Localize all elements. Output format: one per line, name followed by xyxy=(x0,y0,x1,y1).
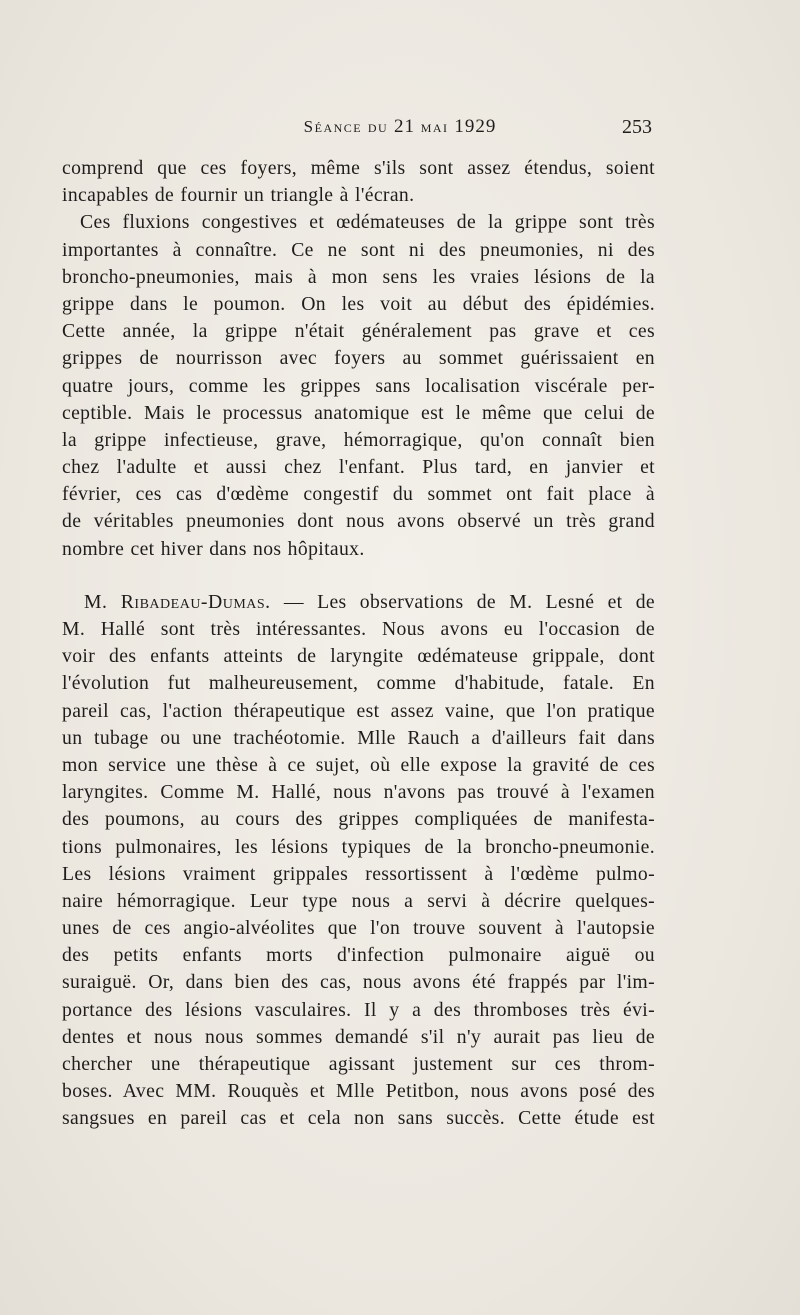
text-line: ceptible. Mais le processus anatomique est le même que celui de xyxy=(62,401,655,424)
seance-label: Séance du xyxy=(303,117,389,136)
speaker-name: M. Ribadeau-Dumas. xyxy=(84,590,271,613)
text-line: des poumons, au cours des grippes compliquées de manifesta- xyxy=(62,808,655,831)
text-line: broncho-pneumonies, mais à mon sens les vraies lésions de la xyxy=(62,265,655,288)
text-line: comprend que ces foyers, même s'ils sont assez étendus, soient xyxy=(62,157,655,179)
running-head xyxy=(0,116,800,146)
text-line: pareil cas, l'action thérapeutique est assez vaine, que l'on pratique xyxy=(62,699,655,722)
text-line: Les lésions vraiment grippales ressortissent à l'œdème pulmo- xyxy=(62,862,655,885)
text-line: l'évolution fut malheureusement, comme d'habitude, fatale. En xyxy=(62,672,655,695)
text-line: un tubage ou une trachéotomie. Mlle Rauch a d'ailleurs fait dans xyxy=(62,726,655,749)
text-line: Ces fluxions congestives et œdémateuses de la grippe sont très xyxy=(80,211,655,234)
text-line: sangsues en pareil cas et cela non sans succès. Cette étude est xyxy=(62,1107,655,1130)
paragraph-2 xyxy=(62,209,655,562)
seance-year: 1929 xyxy=(454,116,497,137)
text-line: voir des enfants atteints de laryngite œdémateuse grippale, dont xyxy=(62,645,655,668)
paragraph-1 xyxy=(62,155,655,209)
text-line: grippes de nourrisson avec foyers au sommet guérissaient en xyxy=(62,347,655,370)
text-line: dentes et nous nous sommes demandé s'il n'y aurait pas lieu de xyxy=(62,1025,655,1048)
text-line: nombre cet hiver dans nos hôpitaux. xyxy=(62,537,365,560)
text-line: chercher une thérapeutique agissant justement sur ces throm- xyxy=(62,1053,655,1075)
text-line: naire hémorragique. Leur type nous a servi à décrire quelques- xyxy=(62,889,655,912)
seance-day: 21 xyxy=(393,116,415,137)
text-line: suraiguë. Or, dans bien des cas, nous avons été frappés par l'im- xyxy=(62,971,655,994)
text-line: boses. Avec MM. Rouquès et Mlle Petitbon, nous avons posé des xyxy=(62,1080,655,1103)
text-line xyxy=(62,589,655,616)
text-line: chez l'adulte et aussi chez l'enfant. Plus tard, en janvier et xyxy=(62,456,655,479)
paragraph-gap xyxy=(62,563,655,589)
page-number: 253 xyxy=(622,116,652,138)
text-line: la grippe infectieuse, grave, hémorragique, qu'on connaît bien xyxy=(62,428,655,451)
text-line: unes de ces angio-alvéolites que l'on trouve souvent à l'autopsie xyxy=(62,917,655,940)
text-line: tions pulmonaires, les lésions typiques de la broncho-pneumonie. xyxy=(62,835,655,858)
text-line: mon service une thèse à ce sujet, où elle expose la gravité de ces xyxy=(62,753,655,776)
running-head-title xyxy=(0,116,800,138)
text-line: des petits enfants morts d'infection pulmonaire aiguë ou xyxy=(62,944,655,967)
seance-month: mai xyxy=(420,117,449,136)
text-line: laryngites. Comme M. Hallé, nous n'avons pas trouvé à l'examen xyxy=(62,781,655,804)
paragraph-3 xyxy=(62,589,655,1133)
text-line: février, ces cas d'œdème congestif du sommet ont fait place à xyxy=(62,483,655,506)
text-line: portance des lésions vasculaires. Il y a des thromboses très évi- xyxy=(62,998,655,1021)
speaker-line-rest: — Les observations de M. Lesné et de xyxy=(283,590,655,613)
text-line: importantes à connaître. Ce ne sont ni des pneumonies, ni des xyxy=(62,238,655,261)
body-text xyxy=(62,155,655,1133)
text-line: incapables de fournir un triangle à l'écran. xyxy=(62,184,415,207)
text-line: quatre jours, comme les grippes sans localisation viscérale per- xyxy=(62,374,655,397)
text-line: grippe dans le poumon. On les voit au début des épidémies. xyxy=(62,292,655,315)
text-line: M. Hallé sont très intéressantes. Nous avons eu l'occasion de xyxy=(62,618,655,640)
text-line: Cette année, la grippe n'était généralement pas grave et ces xyxy=(62,320,655,343)
text-line: de véritables pneumonies dont nous avons observé un très grand xyxy=(62,510,655,533)
